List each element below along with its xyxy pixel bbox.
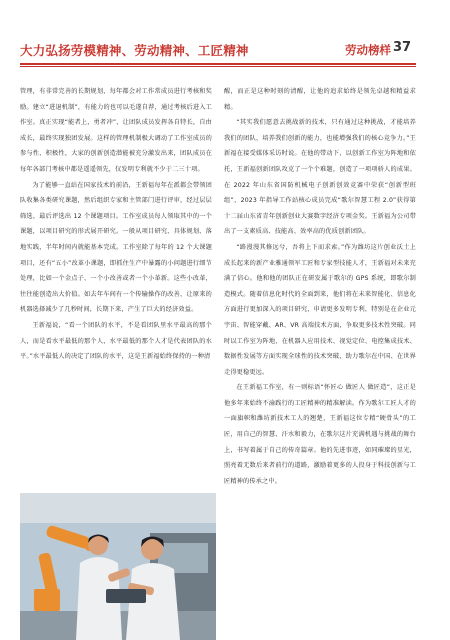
page-title: 大力弘扬劳模精神、劳动精神、工匠精神: [20, 43, 249, 58]
ceiling: [20, 493, 216, 523]
left-column: [20, 84, 212, 365]
page-number: 37: [393, 40, 412, 55]
paragraph: 醒，而正是这种时刻的清醒，让他的追求始终是领先卓越和精益求精。: [224, 88, 416, 111]
tablet-device: [106, 589, 146, 603]
section-label: 劳动榜样: [345, 43, 391, 57]
right-column: [224, 84, 416, 489]
header-rule: [20, 63, 416, 65]
paragraph: “路漫漫其修远兮，吾将上下而求索。”作为潍坊这片创业沃土上成长起来的新产业雅通领军工匠和专家型技能人才，王新福对未来充满了信心。他和他的团队正在研发属于歌尔的 GPS 系统，即歌尔制造模式。随着信息化时代的全面到来，他们将在未来智能化、信息化方面进行更加深入的项目研究，申请更多发明专利，特别是在企业元宇宙、智能穿戴、AR、VR 高端技术方面，争取更多技术性突破。同时以工作室为阵地，在机器人应用技术、视觉定位、电控集成技术、数据性发展等方面实现全球性的技术突破，助力歌尔在中国、在世界走得更稳更远。: [224, 243, 416, 376]
workshop-photo: [20, 493, 216, 640]
workshop-photo-illustration: [20, 493, 216, 640]
paragraph: 为了能够一直站在国家技术的前沿，王新福每年在派都会带领团队收集各类研究课题，然后组织专家和主管部门进行评审，经过层层筛选，最后评选出 12 个课题项目。工作室成员每人领取其中的一个课题，以项目研究的形式展开研究。一般从项目研究、具体规划、落地实践，半年时间内就能基本完成。工作室除了每年的 12 个大课题项目，还有“五小”改革小课题，即抓住生产中暴露的小问题进行细节处理，比如一个金点子、一个小改善或者一个小革新。这些小改革，往往能创造出大价值。如去年车间有一个传输操作的改善，让原来的机器选择减少了几秒时间，长期下来，产生了巨大的经济效益。: [20, 181, 212, 314]
paragraph: 管理，有非常完善的长期规划，每年都会对工作常成员进行考核和奖励。建立“进退机制”，有能力的也可以毛遂自荐，通过考核后进入工作室。真正实现“能者上，勇者冲”，让团队成员发挥各自特长，自由成长，最终实现独团发展。这样的管理机制极大调动了工作室成员的参与性、积极性，大家的创新创造潜能被充分激发出来，团队成员在每年各部门考核中都是遥遥领先，仅发明专利就不少于二三十项。: [20, 88, 212, 173]
header-rule-thin: [20, 66, 416, 67]
paragraph: “其实我们愿意去挑战新的技术，只有通过这种挑战，才能培养我们的团队，培养我们创新的能力，也能增强我们的核心竞争力。”王新福在接受媒体采访时说。在他的带动下，以创新工作室为阵地和依托，王新福创新团队攻克了一个个难题，创造了一项项骄人的成果。在 2022 年山东省国防机械电子创新创效竞赛中荣获“创新型班组”，2023 年指导工作站核心成员完成“歌尔智慧工程 2.0”获得第十二届山东省青年创新创业大赛数字经济专项金奖。王新福为公司带出了一支素质高、技能高、效率高的优质创新团队。: [224, 119, 416, 236]
paragraph: 王新福说，“看一个团队的水平，不是看团队里水平最高的那个人，而是看水平最低的那个人，水平最低的那个人才是代表团队的水平。”水平最低人的决定了团队的水平，这是王新福始终保持的一种清: [20, 321, 212, 361]
page-header: [0, 0, 450, 70]
paragraph: 在王新福工作室，有一则标语“怀匠心 做匠人 做匠造”，这正是他多年来始终不渝践行的工匠精神的精准解读。作为歌尔工匠人才的一面旗帜和潍坊新技术工人的翘楚，王新福这位专精“硬骨头”的工匠，用自己的智慧、汗水和毅力，在歌尔这片充满机遇与挑战的舞台上，书写着属于自己的传奇篇章。他的先进事迹，如同璀璨的星光，照亮着无数后来者前行的道路，激励着更多的人投身于科技创新与工匠精神的传承之中。: [224, 384, 416, 485]
